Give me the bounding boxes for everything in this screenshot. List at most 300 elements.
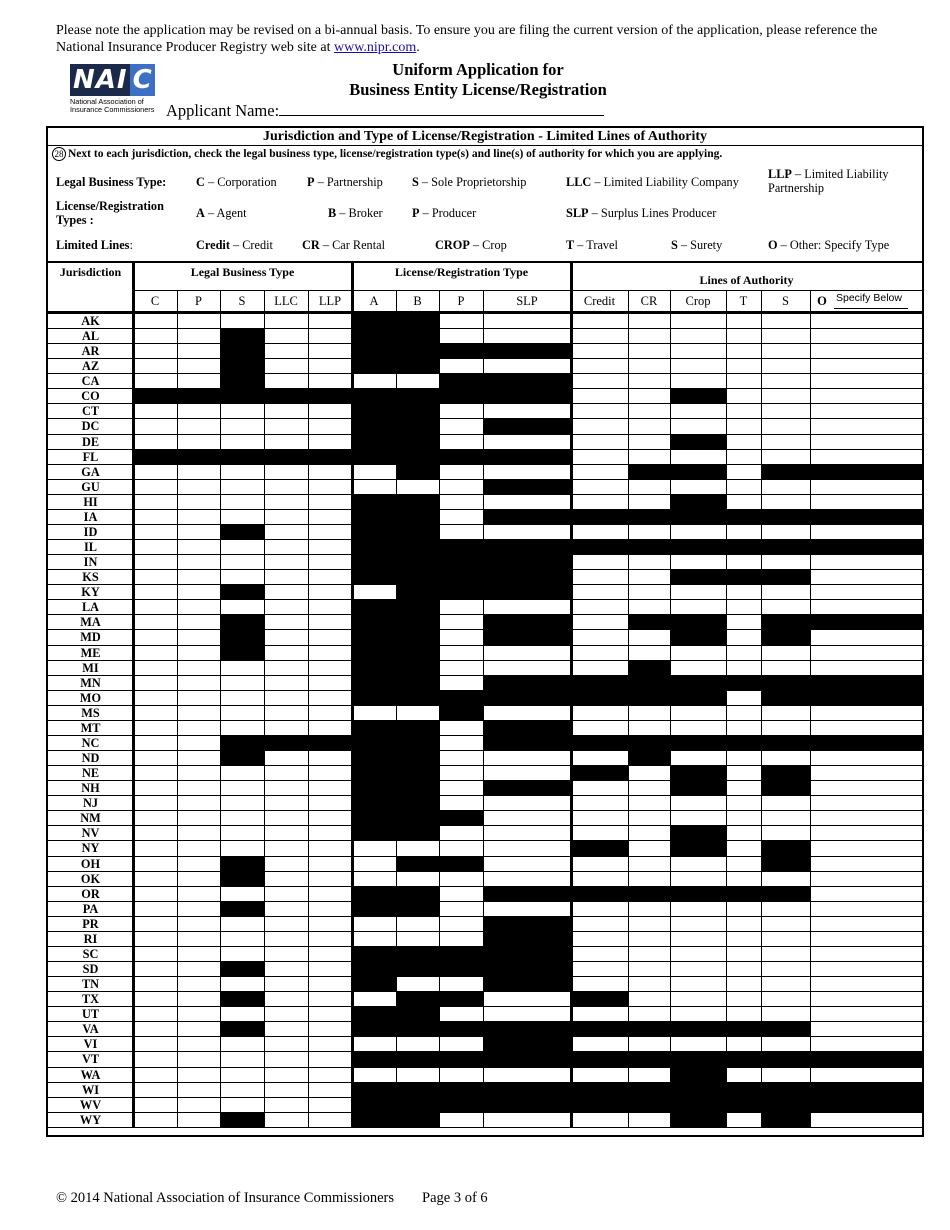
checkbox-cell-in-crop[interactable] (670, 554, 726, 570)
checkbox-cell-dc-cr[interactable] (628, 418, 670, 434)
checkbox-cell-wa-cr[interactable] (628, 1067, 670, 1083)
checkbox-cell-ok-credit[interactable] (571, 871, 628, 887)
checkbox-cell-ny-cr[interactable] (628, 840, 670, 856)
checkbox-cell-ga-credit[interactable] (571, 464, 628, 480)
checkbox-cell-or-llc[interactable] (264, 886, 308, 902)
checkbox-cell-ut-p[interactable] (439, 1006, 483, 1022)
checkbox-cell-or-c[interactable] (133, 886, 177, 902)
checkbox-cell-ri-credit[interactable] (571, 931, 628, 947)
checkbox-cell-ia-llc[interactable] (264, 509, 308, 525)
checkbox-cell-ct-c[interactable] (133, 403, 177, 419)
checkbox-cell-pr-llc[interactable] (264, 916, 308, 932)
checkbox-cell-dc-c[interactable] (133, 418, 177, 434)
checkbox-cell-nh-p[interactable] (439, 780, 483, 796)
checkbox-cell-ok-p[interactable] (439, 871, 483, 887)
checkbox-cell-ri-s[interactable] (220, 931, 264, 947)
checkbox-cell-nc-p[interactable] (177, 735, 220, 751)
checkbox-cell-oh-llc[interactable] (264, 856, 308, 872)
checkbox-cell-al-s[interactable] (761, 328, 810, 344)
checkbox-cell-me-llc[interactable] (264, 645, 308, 661)
checkbox-cell-gu-s[interactable] (761, 479, 810, 495)
checkbox-cell-tn-llc[interactable] (264, 976, 308, 992)
checkbox-cell-ak-p[interactable] (177, 313, 220, 329)
checkbox-cell-in-c[interactable] (133, 554, 177, 570)
checkbox-cell-ky-c[interactable] (133, 584, 177, 600)
checkbox-cell-ia-p[interactable] (439, 509, 483, 525)
checkbox-cell-ar-llp[interactable] (308, 343, 352, 359)
checkbox-cell-tx-crop[interactable] (670, 991, 726, 1007)
checkbox-cell-in-t[interactable] (726, 554, 761, 570)
checkbox-cell-vi-p[interactable] (439, 1036, 483, 1052)
checkbox-cell-ri-crop[interactable] (670, 931, 726, 947)
checkbox-cell-ne-llp[interactable] (308, 765, 352, 781)
checkbox-cell-mo-c[interactable] (133, 690, 177, 706)
checkbox-cell-de-p[interactable] (439, 434, 483, 450)
checkbox-cell-la-c[interactable] (133, 599, 177, 615)
checkbox-cell-ny-s[interactable] (220, 840, 264, 856)
checkbox-cell-mn-llp[interactable] (308, 675, 352, 691)
checkbox-cell-id-p[interactable] (177, 524, 220, 540)
checkbox-cell-ny-p[interactable] (177, 840, 220, 856)
checkbox-cell-hi-s[interactable] (220, 494, 264, 510)
checkbox-cell-pr-s[interactable] (220, 916, 264, 932)
checkbox-cell-nh-p[interactable] (177, 780, 220, 796)
checkbox-cell-id-cr[interactable] (628, 524, 670, 540)
checkbox-cell-ky-p[interactable] (177, 584, 220, 600)
checkbox-cell-pa-slp[interactable] (483, 901, 571, 917)
checkbox-cell-gu-p[interactable] (177, 479, 220, 495)
checkbox-cell-tx-c[interactable] (133, 991, 177, 1007)
checkbox-cell-ar-o[interactable] (810, 343, 922, 359)
checkbox-cell-nh-llp[interactable] (308, 780, 352, 796)
checkbox-cell-mi-llp[interactable] (308, 660, 352, 676)
checkbox-cell-wy-llc[interactable] (264, 1112, 308, 1128)
checkbox-cell-va-p[interactable] (177, 1021, 220, 1037)
checkbox-cell-de-o[interactable] (810, 434, 922, 450)
checkbox-cell-az-c[interactable] (133, 358, 177, 374)
checkbox-cell-nj-o[interactable] (810, 795, 922, 811)
checkbox-cell-vt-llc[interactable] (264, 1051, 308, 1067)
checkbox-cell-ak-c[interactable] (133, 313, 177, 329)
checkbox-cell-ok-p[interactable] (177, 871, 220, 887)
checkbox-cell-ks-c[interactable] (133, 569, 177, 585)
checkbox-cell-al-c[interactable] (133, 328, 177, 344)
checkbox-cell-wy-o[interactable] (810, 1112, 922, 1128)
checkbox-cell-nv-cr[interactable] (628, 825, 670, 841)
checkbox-cell-la-p[interactable] (439, 599, 483, 615)
checkbox-cell-wv-s[interactable] (220, 1097, 264, 1113)
checkbox-cell-me-llp[interactable] (308, 645, 352, 661)
checkbox-cell-mi-t[interactable] (726, 660, 761, 676)
checkbox-cell-la-o[interactable] (810, 599, 922, 615)
checkbox-cell-ca-llc[interactable] (264, 373, 308, 389)
checkbox-cell-pa-crop[interactable] (670, 901, 726, 917)
checkbox-cell-pr-a[interactable] (352, 916, 396, 932)
checkbox-cell-wa-p[interactable] (439, 1067, 483, 1083)
checkbox-cell-pr-credit[interactable] (571, 916, 628, 932)
checkbox-cell-hi-s[interactable] (761, 494, 810, 510)
checkbox-cell-me-slp[interactable] (483, 645, 571, 661)
checkbox-cell-in-llc[interactable] (264, 554, 308, 570)
checkbox-cell-vi-o[interactable] (810, 1036, 922, 1052)
checkbox-cell-ca-s[interactable] (761, 373, 810, 389)
checkbox-cell-de-llp[interactable] (308, 434, 352, 450)
checkbox-cell-ak-cr[interactable] (628, 313, 670, 329)
checkbox-cell-gu-llc[interactable] (264, 479, 308, 495)
checkbox-cell-al-crop[interactable] (670, 328, 726, 344)
checkbox-cell-tx-llp[interactable] (308, 991, 352, 1007)
checkbox-cell-in-credit[interactable] (571, 554, 628, 570)
checkbox-cell-pr-crop[interactable] (670, 916, 726, 932)
checkbox-cell-gu-c[interactable] (133, 479, 177, 495)
checkbox-cell-mi-slp[interactable] (483, 660, 571, 676)
checkbox-cell-ar-s[interactable] (761, 343, 810, 359)
checkbox-cell-ny-c[interactable] (133, 840, 177, 856)
checkbox-cell-sd-cr[interactable] (628, 961, 670, 977)
checkbox-cell-hi-llp[interactable] (308, 494, 352, 510)
checkbox-cell-ne-p[interactable] (177, 765, 220, 781)
checkbox-cell-ny-a[interactable] (352, 840, 396, 856)
checkbox-cell-md-llc[interactable] (264, 629, 308, 645)
checkbox-cell-vi-llp[interactable] (308, 1036, 352, 1052)
checkbox-cell-ma-p[interactable] (177, 614, 220, 630)
checkbox-cell-sc-s[interactable] (220, 946, 264, 962)
checkbox-cell-ne-cr[interactable] (628, 765, 670, 781)
checkbox-cell-me-p[interactable] (177, 645, 220, 661)
checkbox-cell-pr-c[interactable] (133, 916, 177, 932)
checkbox-cell-wi-p[interactable] (177, 1082, 220, 1098)
checkbox-cell-wy-cr[interactable] (628, 1112, 670, 1128)
checkbox-cell-mt-llp[interactable] (308, 720, 352, 736)
checkbox-cell-al-llp[interactable] (308, 328, 352, 344)
checkbox-cell-il-llc[interactable] (264, 539, 308, 555)
checkbox-cell-nj-llc[interactable] (264, 795, 308, 811)
checkbox-cell-or-s[interactable] (220, 886, 264, 902)
checkbox-cell-az-llc[interactable] (264, 358, 308, 374)
checkbox-cell-fl-cr[interactable] (628, 449, 670, 465)
checkbox-cell-pr-p[interactable] (439, 916, 483, 932)
checkbox-cell-ut-crop[interactable] (670, 1006, 726, 1022)
checkbox-cell-hi-slp[interactable] (483, 494, 571, 510)
checkbox-cell-dc-crop[interactable] (670, 418, 726, 434)
checkbox-cell-al-credit[interactable] (571, 328, 628, 344)
checkbox-cell-vi-s[interactable] (761, 1036, 810, 1052)
checkbox-cell-ak-llc[interactable] (264, 313, 308, 329)
checkbox-cell-gu-o[interactable] (810, 479, 922, 495)
checkbox-cell-wa-llc[interactable] (264, 1067, 308, 1083)
checkbox-cell-nh-c[interactable] (133, 780, 177, 796)
checkbox-cell-wa-a[interactable] (352, 1067, 396, 1083)
checkbox-cell-ct-p[interactable] (439, 403, 483, 419)
checkbox-cell-md-p[interactable] (177, 629, 220, 645)
checkbox-cell-ut-llc[interactable] (264, 1006, 308, 1022)
checkbox-cell-sc-credit[interactable] (571, 946, 628, 962)
checkbox-cell-mt-o[interactable] (810, 720, 922, 736)
checkbox-cell-mt-crop[interactable] (670, 720, 726, 736)
checkbox-cell-gu-p[interactable] (439, 479, 483, 495)
checkbox-cell-sc-s[interactable] (761, 946, 810, 962)
checkbox-cell-az-llp[interactable] (308, 358, 352, 374)
checkbox-cell-ms-slp[interactable] (483, 705, 571, 721)
checkbox-cell-az-slp[interactable] (483, 358, 571, 374)
checkbox-cell-va-c[interactable] (133, 1021, 177, 1037)
checkbox-cell-ut-p[interactable] (177, 1006, 220, 1022)
checkbox-cell-ak-slp[interactable] (483, 313, 571, 329)
checkbox-cell-vi-cr[interactable] (628, 1036, 670, 1052)
checkbox-cell-nv-t[interactable] (726, 825, 761, 841)
checkbox-cell-ks-llc[interactable] (264, 569, 308, 585)
checkbox-cell-la-credit[interactable] (571, 599, 628, 615)
checkbox-cell-nj-crop[interactable] (670, 795, 726, 811)
checkbox-cell-nj-c[interactable] (133, 795, 177, 811)
checkbox-cell-ms-crop[interactable] (670, 705, 726, 721)
checkbox-cell-nm-s[interactable] (761, 810, 810, 826)
checkbox-cell-pa-s[interactable] (761, 901, 810, 917)
checkbox-cell-de-cr[interactable] (628, 434, 670, 450)
checkbox-cell-ga-p[interactable] (439, 464, 483, 480)
checkbox-cell-nv-s[interactable] (761, 825, 810, 841)
checkbox-cell-ct-t[interactable] (726, 403, 761, 419)
checkbox-cell-ut-llp[interactable] (308, 1006, 352, 1022)
checkbox-cell-ri-b[interactable] (396, 931, 439, 947)
checkbox-cell-nv-c[interactable] (133, 825, 177, 841)
checkbox-cell-la-s[interactable] (220, 599, 264, 615)
checkbox-cell-ok-llc[interactable] (264, 871, 308, 887)
checkbox-cell-id-s[interactable] (761, 524, 810, 540)
checkbox-cell-wy-llp[interactable] (308, 1112, 352, 1128)
checkbox-cell-tx-o[interactable] (810, 991, 922, 1007)
checkbox-cell-mi-c[interactable] (133, 660, 177, 676)
checkbox-cell-hi-c[interactable] (133, 494, 177, 510)
checkbox-cell-ct-cr[interactable] (628, 403, 670, 419)
checkbox-cell-pr-cr[interactable] (628, 916, 670, 932)
checkbox-cell-tx-llc[interactable] (264, 991, 308, 1007)
checkbox-cell-dc-s[interactable] (220, 418, 264, 434)
checkbox-cell-nj-credit[interactable] (571, 795, 628, 811)
checkbox-cell-de-s[interactable] (761, 434, 810, 450)
checkbox-cell-nd-p[interactable] (177, 750, 220, 766)
checkbox-cell-ca-cr[interactable] (628, 373, 670, 389)
checkbox-cell-pr-s[interactable] (761, 916, 810, 932)
checkbox-cell-ny-p[interactable] (439, 840, 483, 856)
checkbox-cell-wy-c[interactable] (133, 1112, 177, 1128)
checkbox-cell-ca-credit[interactable] (571, 373, 628, 389)
checkbox-cell-nm-llp[interactable] (308, 810, 352, 826)
checkbox-cell-nv-credit[interactable] (571, 825, 628, 841)
checkbox-cell-ms-b[interactable] (396, 705, 439, 721)
checkbox-cell-gu-crop[interactable] (670, 479, 726, 495)
checkbox-cell-oh-a[interactable] (352, 856, 396, 872)
checkbox-cell-mt-t[interactable] (726, 720, 761, 736)
checkbox-cell-id-llp[interactable] (308, 524, 352, 540)
checkbox-cell-nm-t[interactable] (726, 810, 761, 826)
checkbox-cell-nh-t[interactable] (726, 780, 761, 796)
checkbox-cell-hi-p[interactable] (177, 494, 220, 510)
checkbox-cell-sd-llp[interactable] (308, 961, 352, 977)
checkbox-cell-sc-p[interactable] (177, 946, 220, 962)
checkbox-cell-or-p[interactable] (177, 886, 220, 902)
checkbox-cell-pa-o[interactable] (810, 901, 922, 917)
checkbox-cell-ga-a[interactable] (352, 464, 396, 480)
checkbox-cell-nh-cr[interactable] (628, 780, 670, 796)
checkbox-cell-pr-b[interactable] (396, 916, 439, 932)
checkbox-cell-mn-c[interactable] (133, 675, 177, 691)
checkbox-cell-gu-llp[interactable] (308, 479, 352, 495)
checkbox-cell-pa-t[interactable] (726, 901, 761, 917)
checkbox-cell-ms-cr[interactable] (628, 705, 670, 721)
checkbox-cell-ak-t[interactable] (726, 313, 761, 329)
checkbox-cell-wa-p[interactable] (177, 1067, 220, 1083)
checkbox-cell-tx-p[interactable] (177, 991, 220, 1007)
applicant-name-field[interactable] (166, 101, 604, 121)
checkbox-cell-mi-s[interactable] (761, 660, 810, 676)
checkbox-cell-gu-b[interactable] (396, 479, 439, 495)
checkbox-cell-wi-llc[interactable] (264, 1082, 308, 1098)
checkbox-cell-ny-b[interactable] (396, 840, 439, 856)
checkbox-cell-ne-t[interactable] (726, 765, 761, 781)
checkbox-cell-az-t[interactable] (726, 358, 761, 374)
checkbox-cell-tx-t[interactable] (726, 991, 761, 1007)
checkbox-cell-ct-s[interactable] (761, 403, 810, 419)
checkbox-cell-nc-p[interactable] (439, 735, 483, 751)
checkbox-cell-mt-s[interactable] (220, 720, 264, 736)
checkbox-cell-vi-credit[interactable] (571, 1036, 628, 1052)
checkbox-cell-ok-a[interactable] (352, 871, 396, 887)
checkbox-cell-sc-t[interactable] (726, 946, 761, 962)
checkbox-cell-ri-s[interactable] (761, 931, 810, 947)
checkbox-cell-ct-o[interactable] (810, 403, 922, 419)
checkbox-cell-dc-s[interactable] (761, 418, 810, 434)
checkbox-cell-nm-credit[interactable] (571, 810, 628, 826)
checkbox-cell-sd-s[interactable] (761, 961, 810, 977)
checkbox-cell-sd-c[interactable] (133, 961, 177, 977)
checkbox-cell-nj-cr[interactable] (628, 795, 670, 811)
checkbox-cell-ne-o[interactable] (810, 765, 922, 781)
checkbox-cell-az-p[interactable] (439, 358, 483, 374)
checkbox-cell-nd-s[interactable] (761, 750, 810, 766)
checkbox-cell-nd-o[interactable] (810, 750, 922, 766)
checkbox-cell-wa-slp[interactable] (483, 1067, 571, 1083)
checkbox-cell-al-cr[interactable] (628, 328, 670, 344)
checkbox-cell-ar-credit[interactable] (571, 343, 628, 359)
checkbox-cell-ms-a[interactable] (352, 705, 396, 721)
checkbox-cell-ks-o[interactable] (810, 569, 922, 585)
checkbox-cell-ia-llp[interactable] (308, 509, 352, 525)
checkbox-cell-hi-cr[interactable] (628, 494, 670, 510)
checkbox-cell-nm-c[interactable] (133, 810, 177, 826)
checkbox-cell-la-crop[interactable] (670, 599, 726, 615)
checkbox-cell-al-llc[interactable] (264, 328, 308, 344)
checkbox-cell-ak-o[interactable] (810, 313, 922, 329)
checkbox-cell-gu-s[interactable] (220, 479, 264, 495)
checkbox-cell-oh-p[interactable] (177, 856, 220, 872)
checkbox-cell-vi-p[interactable] (177, 1036, 220, 1052)
checkbox-cell-hi-credit[interactable] (571, 494, 628, 510)
checkbox-cell-al-o[interactable] (810, 328, 922, 344)
checkbox-cell-ms-s[interactable] (761, 705, 810, 721)
checkbox-cell-ri-t[interactable] (726, 931, 761, 947)
checkbox-cell-nj-t[interactable] (726, 795, 761, 811)
checkbox-cell-az-credit[interactable] (571, 358, 628, 374)
checkbox-cell-id-credit[interactable] (571, 524, 628, 540)
checkbox-cell-ma-credit[interactable] (571, 614, 628, 630)
checkbox-cell-nv-o[interactable] (810, 825, 922, 841)
checkbox-cell-oh-cr[interactable] (628, 856, 670, 872)
checkbox-cell-dc-llc[interactable] (264, 418, 308, 434)
checkbox-cell-nh-credit[interactable] (571, 780, 628, 796)
checkbox-cell-dc-o[interactable] (810, 418, 922, 434)
checkbox-cell-nd-slp[interactable] (483, 750, 571, 766)
checkbox-cell-ks-credit[interactable] (571, 569, 628, 585)
checkbox-cell-ak-llp[interactable] (308, 313, 352, 329)
checkbox-cell-ak-credit[interactable] (571, 313, 628, 329)
checkbox-cell-vt-s[interactable] (220, 1051, 264, 1067)
checkbox-cell-nd-llc[interactable] (264, 750, 308, 766)
checkbox-cell-sc-llp[interactable] (308, 946, 352, 962)
checkbox-cell-mt-c[interactable] (133, 720, 177, 736)
checkbox-cell-ak-s[interactable] (220, 313, 264, 329)
checkbox-cell-oh-c[interactable] (133, 856, 177, 872)
checkbox-cell-ga-slp[interactable] (483, 464, 571, 480)
checkbox-cell-ky-llp[interactable] (308, 584, 352, 600)
checkbox-cell-ne-c[interactable] (133, 765, 177, 781)
checkbox-cell-il-s[interactable] (220, 539, 264, 555)
checkbox-cell-mt-llc[interactable] (264, 720, 308, 736)
checkbox-cell-ak-p[interactable] (439, 313, 483, 329)
checkbox-cell-wy-p[interactable] (177, 1112, 220, 1128)
checkbox-cell-dc-p[interactable] (439, 418, 483, 434)
checkbox-cell-nd-crop[interactable] (670, 750, 726, 766)
checkbox-cell-mo-llc[interactable] (264, 690, 308, 706)
checkbox-cell-al-p[interactable] (439, 328, 483, 344)
checkbox-cell-tn-cr[interactable] (628, 976, 670, 992)
checkbox-cell-la-llp[interactable] (308, 599, 352, 615)
checkbox-cell-dc-p[interactable] (177, 418, 220, 434)
checkbox-cell-ok-b[interactable] (396, 871, 439, 887)
checkbox-cell-nm-o[interactable] (810, 810, 922, 826)
checkbox-cell-gu-t[interactable] (726, 479, 761, 495)
checkbox-cell-pa-credit[interactable] (571, 901, 628, 917)
checkbox-cell-ri-llc[interactable] (264, 931, 308, 947)
checkbox-cell-id-o[interactable] (810, 524, 922, 540)
checkbox-cell-id-t[interactable] (726, 524, 761, 540)
checkbox-cell-nj-p[interactable] (439, 795, 483, 811)
checkbox-cell-ok-llp[interactable] (308, 871, 352, 887)
checkbox-cell-tn-c[interactable] (133, 976, 177, 992)
checkbox-cell-tn-b[interactable] (396, 976, 439, 992)
checkbox-cell-ga-t[interactable] (726, 464, 761, 480)
checkbox-cell-md-cr[interactable] (628, 629, 670, 645)
checkbox-cell-ga-c[interactable] (133, 464, 177, 480)
checkbox-cell-ne-llc[interactable] (264, 765, 308, 781)
checkbox-cell-ok-crop[interactable] (670, 871, 726, 887)
checkbox-cell-nj-s[interactable] (761, 795, 810, 811)
checkbox-cell-in-p[interactable] (177, 554, 220, 570)
checkbox-cell-ky-t[interactable] (726, 584, 761, 600)
checkbox-cell-nd-c[interactable] (133, 750, 177, 766)
checkbox-cell-pa-llp[interactable] (308, 901, 352, 917)
checkbox-cell-va-llp[interactable] (308, 1021, 352, 1037)
checkbox-cell-va-o[interactable] (810, 1021, 922, 1037)
checkbox-cell-la-s[interactable] (761, 599, 810, 615)
checkbox-cell-ky-o[interactable] (810, 584, 922, 600)
checkbox-cell-wa-llp[interactable] (308, 1067, 352, 1083)
checkbox-cell-ri-p[interactable] (439, 931, 483, 947)
checkbox-cell-al-slp[interactable] (483, 328, 571, 344)
checkbox-cell-ut-s[interactable] (220, 1006, 264, 1022)
checkbox-cell-nd-credit[interactable] (571, 750, 628, 766)
checkbox-cell-or-o[interactable] (810, 886, 922, 902)
